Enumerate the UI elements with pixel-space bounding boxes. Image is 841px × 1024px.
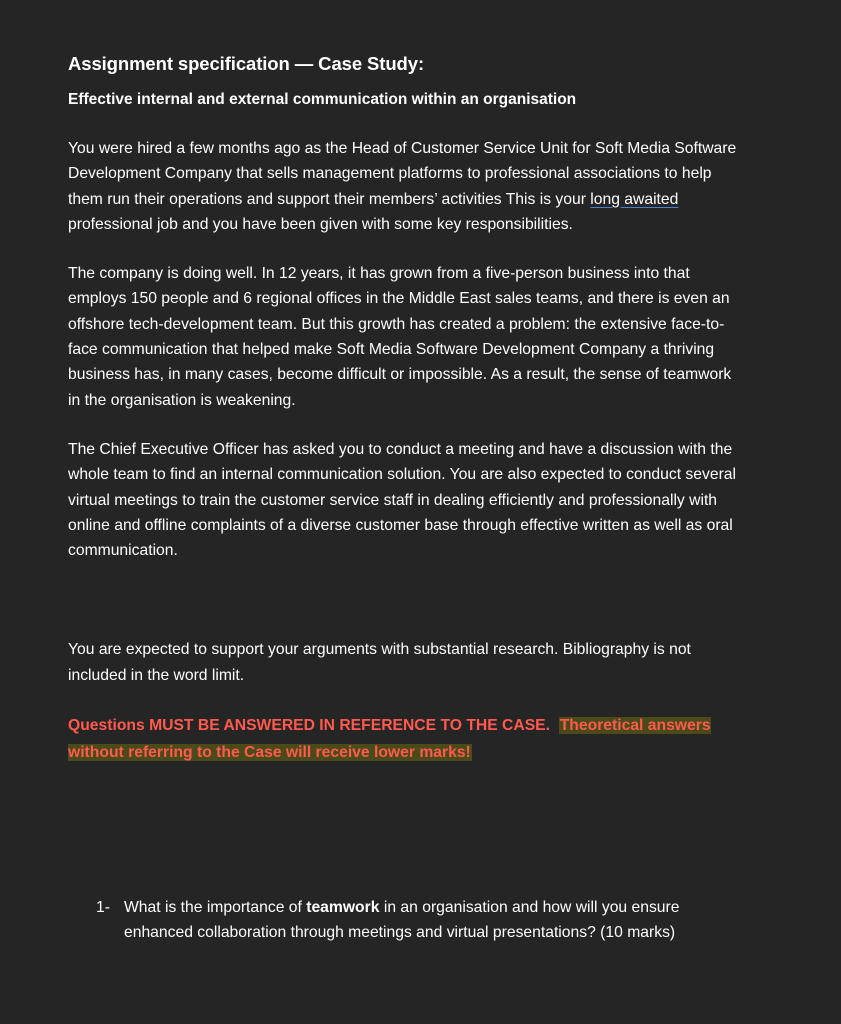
case-paragraph-intro	[68, 136, 738, 237]
warning-highlighted-text: Theoretical answers without referring to the Case will receive lower marks!	[68, 717, 711, 762]
question-text-end: in an organisation and how will you ensure enhanced collaboration through meetings and virtual presentations? (10 marks)	[124, 899, 680, 942]
intro-text-start: You were hired a few months ago as the Head of Customer Service Unit for Soft Media Software Development Company that sells management platforms to professional associations to help them run their operations and support their members’ activities This is your	[68, 140, 737, 208]
marking-warning	[68, 712, 738, 766]
document-title: Assignment specification — Case Study:	[68, 53, 425, 74]
question-number: 1-	[96, 899, 110, 916]
case-paragraph-ceo-request: The Chief Executive Officer has asked you to conduct a meeting and have a discussion with the whole team to find an internal communication solution. You are also expected to conduct several virtual meetings to train the customer service staff in dealing efficiently and professionally with online and offline complaints of a diverse customer base through effective written as well as oral communication.	[68, 440, 736, 560]
spellcheck-underlined-phrase: long awaited	[590, 190, 679, 208]
intro-text-end: professional job and you have been given with some key responsibilities.	[68, 215, 573, 233]
question-text	[124, 895, 746, 946]
warning-plain-text: Questions MUST BE ANSWERED IN REFERENCE TO THE CASE.	[68, 717, 550, 735]
question-item	[96, 895, 746, 946]
document-body	[68, 52, 768, 782]
document-subtitle: Effective internal and external communication within an organisation	[68, 91, 577, 108]
research-requirement: You are expected to support your arguments with substantial research. Bibliography is not included in the word limit.	[68, 641, 691, 684]
question-keyword: teamwork	[306, 899, 380, 916]
case-paragraph-company: The company is doing well. In 12 years, it has grown from a five-person business into that employs 150 people and 6 regional offices in the Middle East sales teams, and there is even an offshore tech-development team. But this growth has created a problem: the extensive face-to-face communication that helped make Soft Media Software Development Company a thriving business has, in many cases, become difficult or impossible. As a result, the sense of teamwork in the organisation is weakening.	[68, 265, 732, 409]
question-text-start: What is the importance of	[124, 899, 307, 916]
